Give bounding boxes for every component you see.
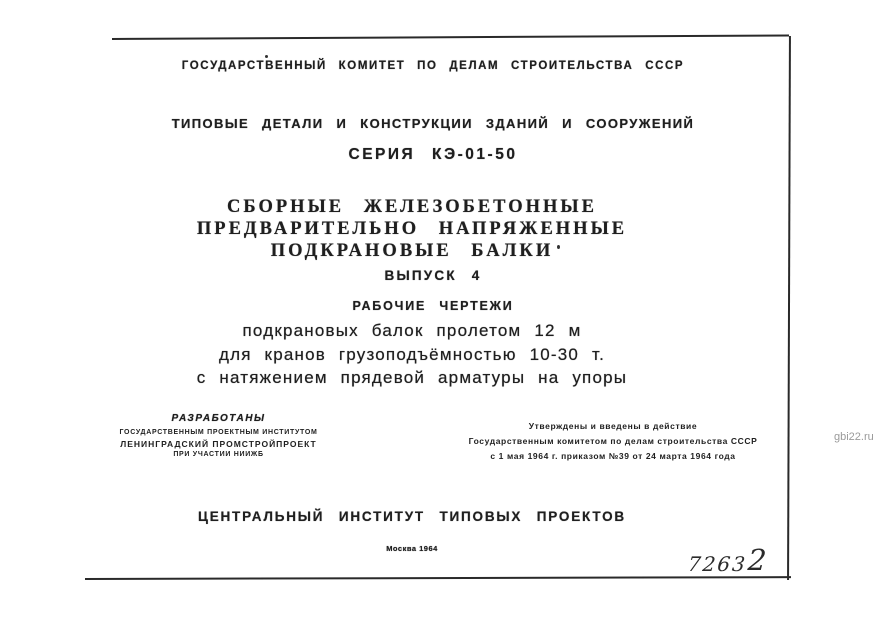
frame-top-rule (112, 34, 789, 40)
developed-by-line-1: ГОСУДАРСТВЕННЫМ ПРОЕКТНЫМ ИНСТИТУТОМ (119, 429, 318, 436)
developed-by-title: РАЗРАБОТАНЫ (171, 413, 266, 424)
main-title-line-3: ПОДКРАНОВЫЕ БАЛКИ (270, 241, 554, 261)
approved-line-3: с 1 мая 1964 г. приказом №39 от 24 марта 1964 года (490, 451, 736, 461)
main-title-line-1: СБОРНЫЕ ЖЕЛЕЗОБЕТОННЫЕ (227, 197, 597, 217)
approved-line-1: Утверждены и введены в действие (528, 421, 698, 431)
series-code: СЕРИЯ КЭ-01-50 (348, 146, 518, 163)
description-line-3: с натяжением прядевой арматуры на упоры (196, 368, 628, 387)
developed-by-line-2: ЛЕНИНГРАДСКИЙ ПРОМСТРОЙПРОЕКТ (120, 439, 317, 449)
main-title-line-2: ПРЕДВАРИТЕЛЬНО НАПРЯЖЕННЫЕ (196, 219, 628, 239)
frame-bottom-rule (85, 576, 791, 580)
ink-speck (265, 55, 268, 58)
subtitle-working-drawings: РАБОЧИЕ ЧЕРТЕЖИ (352, 299, 514, 313)
developed-by-line-3: ПРИ УЧАСТИИ НИИЖБ (173, 451, 264, 458)
watermark-site-label: gbi22.ru (834, 431, 874, 443)
approved-line-2: Государственным комитетом по делам строительства СССР (468, 436, 758, 446)
document-header: ГОСУДАРСТВЕННЫЙ КОМИТЕТ ПО ДЕЛАМ СТРОИТЕЛЬСТВА СССР (181, 60, 685, 72)
developed-by-block (116, 413, 321, 460)
description-line-1: подкрановых балок пролетом 12 м (242, 321, 582, 340)
ink-speck (557, 245, 560, 249)
handwritten-doc-number: 7263 (686, 552, 749, 576)
city-year: Москва 1964 (386, 544, 438, 553)
institute-name: ЦЕНТРАЛЬНЫЙ ИНСТИТУТ ТИПОВЫХ ПРОЕКТОВ (198, 509, 626, 524)
series-title: ТИПОВЫЕ ДЕТАЛИ И КОНСТРУКЦИИ ЗДАНИЙ И СООРУЖЕНИЙ (171, 116, 695, 131)
handwritten-page-number: 2 (746, 543, 768, 577)
approved-block (458, 419, 768, 464)
description-line-2: для кранов грузоподъёмностью 10-30 т. (218, 345, 606, 364)
issue-label: ВЫПУСК 4 (384, 268, 482, 283)
